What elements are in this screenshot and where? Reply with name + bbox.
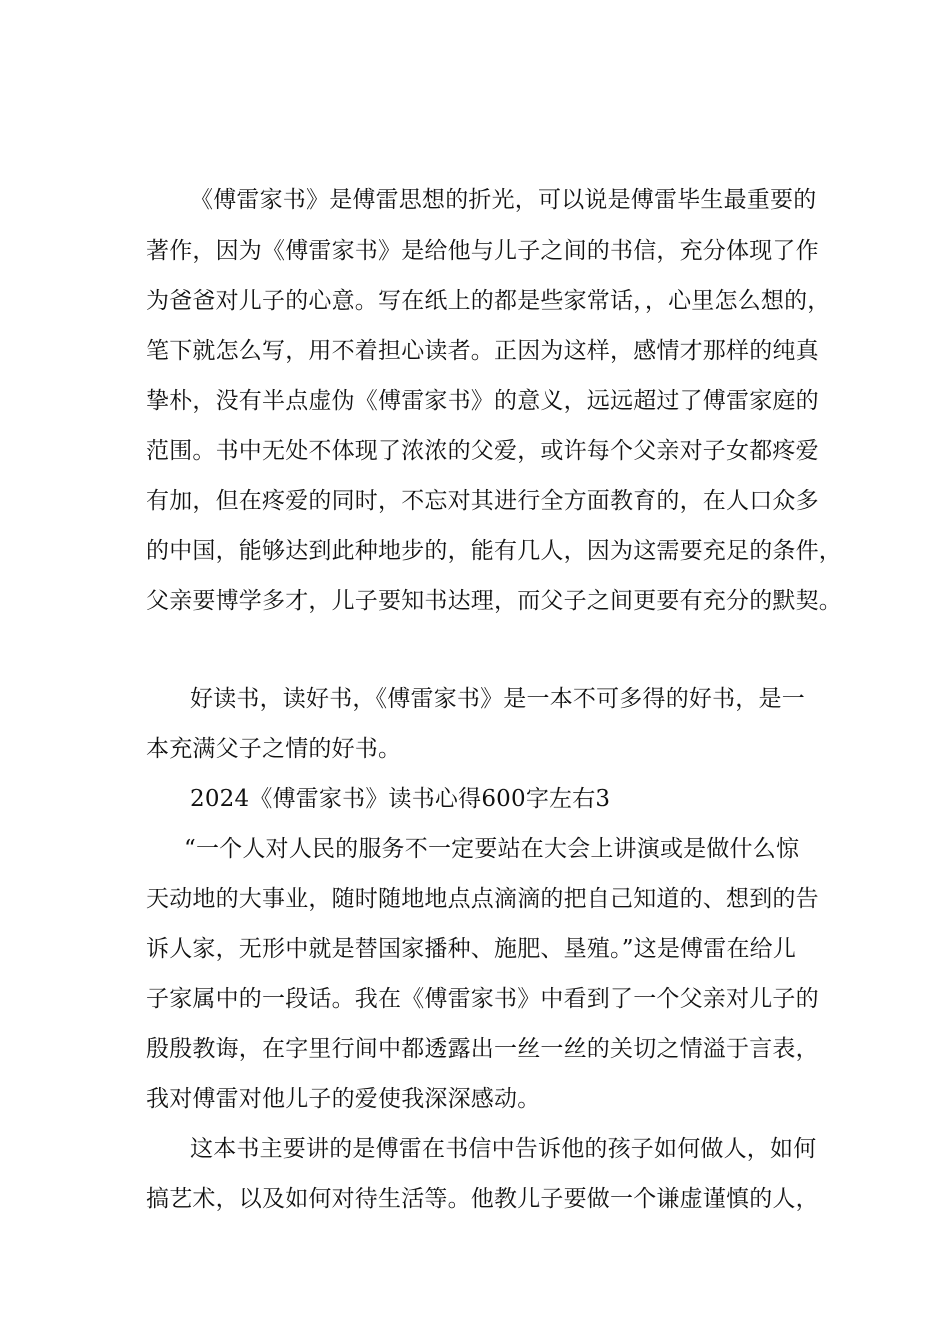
paragraph-3-line-4: 子家属中的一段话。我在《傅雷家书》中看到了一个父亲对儿子的 (146, 986, 819, 1012)
paragraph-4-line-2: 搞艺术，以及如何对待生活等。他教儿子要做一个谦虚谨慎的人， (146, 1186, 819, 1212)
paragraph-1-line-4: 笔下就怎么写，用不着担心读者。正因为这样，感情才那样的纯真 (146, 338, 819, 364)
paragraph-1-line-1: 《傅雷家书》是傅雷思想的折光，可以说是傅雷毕生最重要的 (190, 187, 817, 213)
paragraph-1-line-7: 有加，但在疼爱的同时，不忘对其进行全方面教育的，在人口众多 (146, 488, 819, 514)
paragraph-1-line-9: 父亲要博学多才，儿子要知书达理，而父子之间更要有充分的默契。 (146, 588, 842, 614)
paragraph-3-line-5: 殷殷教诲，在字里行间中都透露出一丝一丝的关切之情溢于言表， (146, 1036, 819, 1062)
paragraph-1-line-6: 范围。书中无处不体现了浓浓的父爱，或许每个父亲对子女都疼爱 (146, 438, 819, 464)
paragraph-3-line-6: 我对傅雷对他儿子的爱使我深深感动。 (146, 1086, 541, 1112)
paragraph-4-line-1: 这本书主要讲的是傅雷在书信中告诉他的孩子如何做人，如何 (190, 1136, 817, 1162)
paragraph-3-line-1: “一个人对人民的服务不一定要站在大会上讲演或是做什么惊 (184, 836, 800, 862)
paragraph-2-line-2: 本充满父子之情的好书。 (146, 736, 402, 762)
paragraph-1-line-2: 著作，因为《傅雷家书》是给他与儿子之间的书信，充分体现了作 (146, 238, 819, 264)
paragraph-1-line-8: 的中国，能够达到此种地步的，能有几人，因为这需要充足的条件， (146, 538, 842, 564)
paragraph-1-line-3: 为爸爸对儿子的心意。写在纸上的都是些家常话，，心里怎么想的， (146, 288, 831, 314)
paragraph-1-line-5: 挚朴，没有半点虚伪《傅雷家书》的意义，远远超过了傅雷家庭的 (146, 388, 819, 414)
section-heading: 2024《傅雷家书》读书心得600字左右3 (190, 786, 611, 812)
paragraph-2-line-1: 好读书，读好书，《傅雷家书》是一本不可多得的好书，是一 (190, 686, 805, 712)
paragraph-3-line-2: 天动地的大事业，随时随地地点点滴滴的把自己知道的、想到的告 (146, 886, 819, 912)
paragraph-3-line-3: 诉人家，无形中就是替国家播种、施肥、垦殖。”这是傅雷在给儿 (146, 936, 797, 962)
